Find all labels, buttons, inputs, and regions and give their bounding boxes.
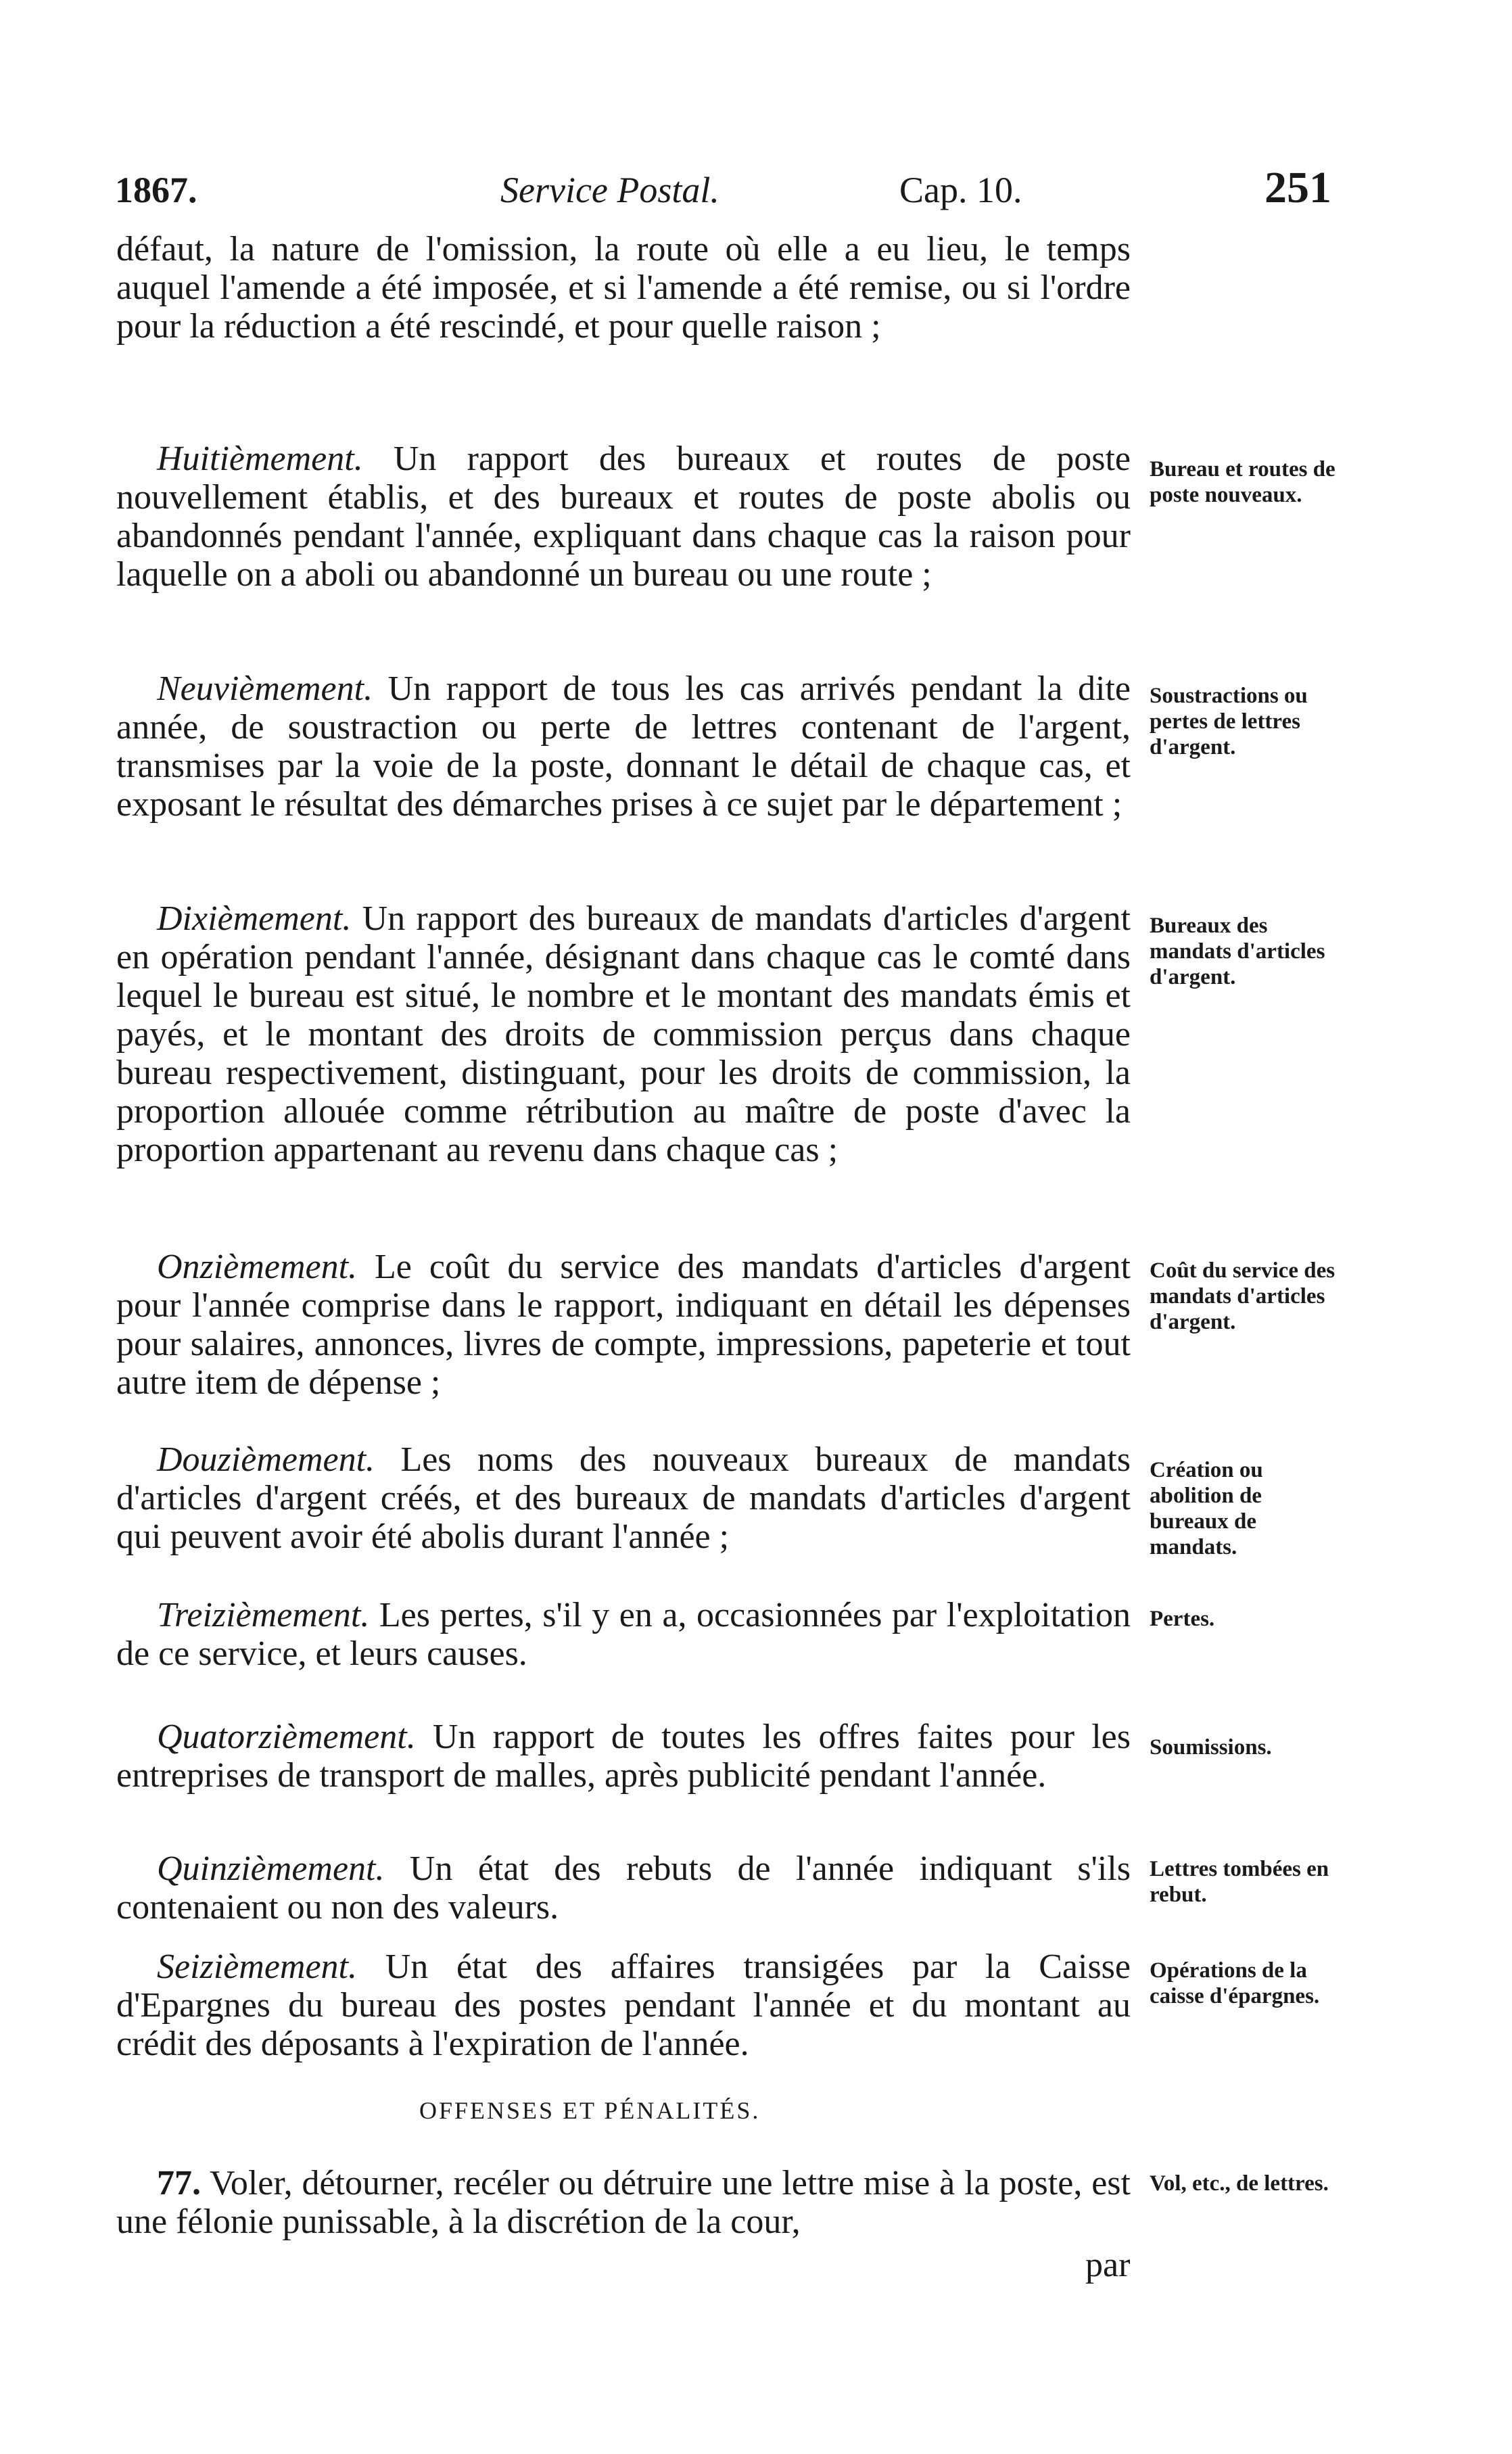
margin-note: Lettres tombées en rebut. [1150, 1857, 1329, 1907]
paragraph-seiziemement: Seizièmement. Un état des affaires transigées par la Caisse d'Epargnes du bureau des postes pendant l'année et du montant au crédit des déposants à l'expiration de l'année. [116, 1948, 1131, 2063]
catchword: par [1085, 2246, 1131, 2284]
paragraph-lead: Quinzièmement. [157, 1849, 385, 1888]
margin-note: Soumissions. [1150, 1735, 1272, 1760]
paragraph-treiziemement: Treizièmement. Les pertes, s'il y en a, occasionnées par l'exploitation de ce service, et leurs causes. [116, 1596, 1131, 1673]
margin-note: Bureaux des mandats d'articles d'argent. [1150, 914, 1325, 989]
paragraph-continuation: défaut, la nature de l'omission, la route où elle a eu lieu, le temps auquel l'amende a été imposée, et si l'amende a été remise, ou si l'ordre pour la réduction a été rescindé, et pour quelle raison ; [116, 230, 1131, 346]
paragraph-onziemement: Onzièmement. Le coût du service des mandats d'articles d'argent pour l'année comprise dans le rapport, indiquant en détail les dépenses pour salaires, annonces, livres de compte, impressions, papeterie et tout autre item de dépense ; [116, 1248, 1131, 1402]
section-heading: OFFENSES ET PÉNALITÉS. [419, 2097, 761, 2124]
paragraph-lead: Seizièmement. [157, 1948, 358, 1986]
margin-note: Pertes. [1150, 1607, 1215, 1631]
paragraph-douziemement: Douzièmement. Les noms des nouveaux bureaux de mandats d'articles d'argent créés, et des bureaux de mandats d'articles d'argent qui peuvent avoir été abolis durant l'année ; [116, 1440, 1131, 1556]
paragraph-huitiemement: Huitièmement. Un rapport des bureaux et routes de poste nouvellement établis, et des bureaux et routes de poste abolis ou abandonnés pendant l'année, expliquant dans chaque cas la raison pour laquelle on a aboli ou abandonné un bureau ou une route ; [116, 440, 1131, 594]
paragraph-lead: Onzièmement. [157, 1248, 358, 1286]
page-header [115, 163, 1339, 230]
margin-note: Bureau et routes de poste nouveaux. [1150, 457, 1336, 507]
margin-note: Vol, etc., de lettres. [1150, 2171, 1329, 2196]
paragraph-dixiemement: Dixièmement. Un rapport des bureaux de mandats d'articles d'argent en opération pendant l'année, désignant dans chaque cas le comté dans lequel le bureau est situé, le nombre et le montant des mandats émis et payés, et le montant des droits de commission perçus dans chaque bureau respectivement, distinguant, pour les droits de commission, la proportion allouée comme rétribution au maître de poste d'avec la proportion appartenant au revenu dans chaque cas ; [116, 899, 1131, 1169]
paragraph-lead: Huitièmement. [157, 440, 363, 478]
header-year: 1867. [115, 170, 197, 210]
paragraph-quinziemement: Quinzièmement. Un état des rebuts de l'année indiquant s'ils contenaient ou non des valeurs. [116, 1849, 1131, 1927]
page-number: 251 [1265, 163, 1331, 212]
section-77: 77. Voler, détourner, recéler ou détruire une lettre mise à la poste, est une félonie punissable, à la discrétion de la cour, [116, 2164, 1131, 2241]
header-title: Service Postal. [500, 170, 719, 210]
paragraph-neuviemement: Neuvièmement. Un rapport de tous les cas arrivés pendant la dite année, de soustraction ou perte de lettres contenant de l'argent, transmises par la voie de la poste, donnant le détail de chaque cas, et exposant le résultat des démarches prises à ce sujet par le département ; [116, 669, 1131, 824]
margin-note: Opérations de la caisse d'épargnes. [1150, 1958, 1320, 2008]
header-chapter: Cap. 10. [899, 170, 1022, 210]
paragraph-lead: Douzièmement. [157, 1440, 375, 1479]
paragraph-quatorziemement: Quatorzièmement. Un rapport de toutes les offres faites pour les entreprises de transport de malles, après publicité pendant l'année. [116, 1718, 1131, 1795]
paragraph-lead: Quatorzièmement. [157, 1718, 416, 1756]
paragraph-lead: Treizièmement. [157, 1596, 370, 1634]
paragraph-lead: Dixièmement. [157, 899, 352, 938]
section-number: 77. [157, 2164, 201, 2202]
margin-note: Création ou abolition de bureaux de mandats. [1150, 1458, 1263, 1559]
margin-note: Soustractions ou pertes de lettres d'argent. [1150, 684, 1308, 759]
paragraph-lead: Neuvièmement. [157, 669, 373, 708]
margin-note: Coût du service des mandats d'articles d'argent. [1150, 1258, 1336, 1334]
